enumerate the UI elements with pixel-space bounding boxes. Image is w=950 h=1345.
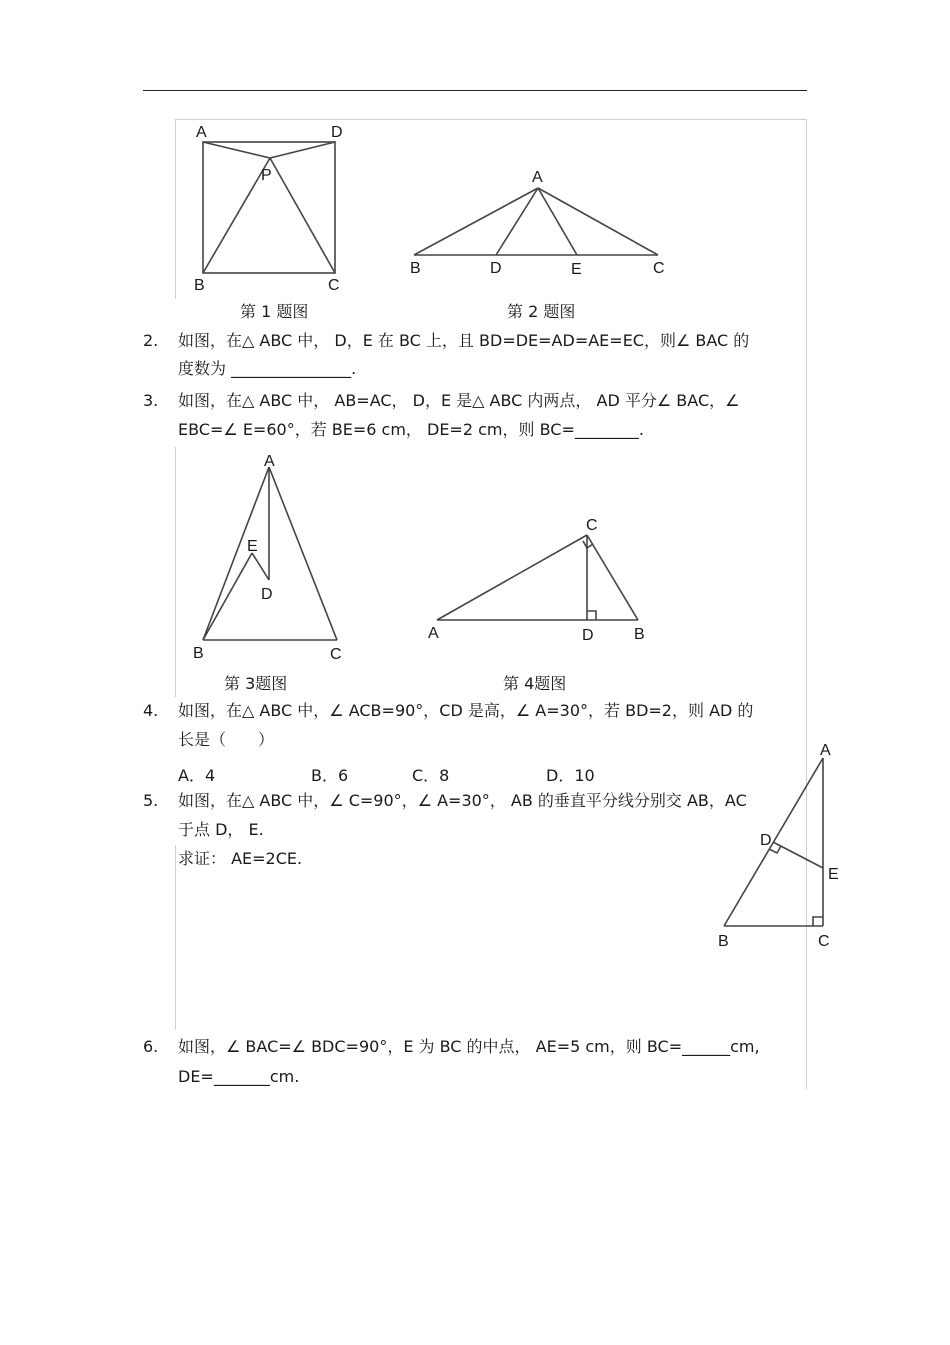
fig2-label-c: C	[653, 260, 665, 277]
fig1-label-b: B	[194, 277, 205, 294]
fig5-label-a: A	[820, 742, 831, 759]
q2-number: 2.	[143, 331, 159, 350]
figure-4	[437, 535, 638, 620]
fig1-label-d: D	[331, 124, 343, 141]
fig3-label-e: E	[247, 538, 258, 555]
q2-line1: 如图，在△ ABC 中， D，E 在 BC 上，且 BD=DE=AD=AE=EC，则∠ BAC 的	[178, 331, 750, 350]
fig4-label-c: C	[586, 517, 598, 534]
caption-fig1: 第 1 题图	[240, 302, 309, 321]
fig3-label-d: D	[261, 586, 273, 603]
q6-line2: DE=_______cm.	[178, 1067, 300, 1086]
fig3-label-c: C	[330, 646, 342, 663]
fig2-label-b: B	[410, 260, 421, 277]
q5-line2: 于点 D， E.	[178, 820, 264, 839]
fig2-label-a: A	[532, 169, 543, 186]
q5-number: 5.	[143, 791, 159, 810]
fig4-label-b: B	[634, 626, 645, 643]
figure-3	[203, 467, 337, 640]
fig2-label-d: D	[490, 260, 502, 277]
fig1-label-a: A	[196, 124, 207, 141]
fig5-label-c: C	[818, 933, 830, 950]
q3-line1: 如图，在△ ABC 中， AB=AC， D，E 是△ ABC 内两点， AD 平分∠ BAC，∠	[178, 391, 740, 410]
caption-fig2: 第 2 题图	[507, 302, 576, 321]
fig1-label-c: C	[328, 277, 340, 294]
fig3-label-a: A	[264, 453, 275, 470]
q4-option-d: D．10	[546, 766, 595, 785]
caption-fig4: 第 4题图	[503, 674, 567, 693]
q3-number: 3.	[143, 391, 159, 410]
q4-option-b: B．6	[311, 766, 349, 785]
fig4-label-a: A	[428, 625, 439, 642]
figure-5	[724, 758, 823, 926]
fig5-label-e: E	[828, 866, 839, 883]
q4-number: 4.	[143, 701, 159, 720]
q6-line1: 如图，∠ BAC=∠ BDC=90°，E 为 BC 的中点， AE=5 cm，则 BC=______cm,	[178, 1037, 760, 1056]
q6-number: 6.	[143, 1037, 159, 1056]
fig3-label-b: B	[193, 645, 204, 662]
q2-line2: 度数为 _______________.	[178, 359, 357, 378]
fig1-label-p: P	[261, 167, 272, 184]
fig5-label-b: B	[718, 933, 729, 950]
fig5-label-d: D	[760, 832, 772, 849]
q4-option-a: A．4	[178, 766, 216, 785]
q5-line3: 求证： AE=2CE.	[178, 849, 303, 868]
fig4-label-d: D	[582, 627, 594, 644]
figure-2	[414, 188, 658, 255]
q4-line1: 如图，在△ ABC 中，∠ ACB=90°，CD 是高，∠ A=30°，若 BD=2，则 AD 的	[178, 701, 754, 720]
q5-line1: 如图，在△ ABC 中，∠ C=90°，∠ A=30°， AB 的垂直平分线分别交 AB，AC	[178, 791, 747, 810]
figure-1	[203, 142, 335, 273]
caption-fig3: 第 3题图	[224, 674, 288, 693]
q4-option-c: C．8	[412, 766, 450, 785]
q4-line2: 长是（ ）	[178, 730, 275, 749]
fig2-label-e: E	[571, 261, 582, 278]
q3-line2: EBC=∠ E=60°，若 BE=6 cm， DE=2 cm，则 BC=________.	[178, 420, 644, 439]
